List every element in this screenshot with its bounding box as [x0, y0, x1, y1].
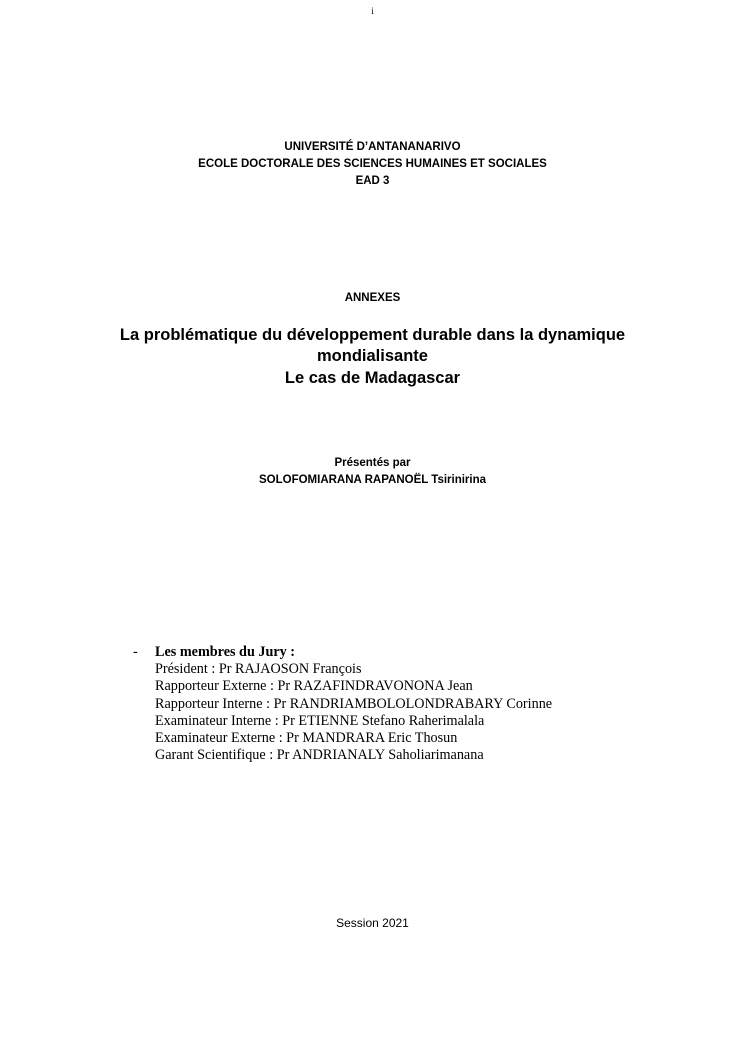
- title-line-2: mondialisante: [317, 347, 428, 365]
- jury-member-internal-examiner: Examinateur Interne : Pr ETIENNE Stefano Raherimalala: [155, 712, 485, 729]
- doctoral-unit: EAD 3: [355, 175, 390, 187]
- session-year: Session 2021: [336, 916, 409, 930]
- section-label: ANNEXES: [344, 292, 401, 304]
- jury-member-president: Président : Pr RAJAOSON François: [155, 661, 362, 678]
- jury-member-external-examiner: Examinateur Externe : Pr MANDRARA Eric Thosun: [155, 730, 458, 747]
- presented-by-label: Présentés par: [334, 457, 411, 469]
- jury-member-internal-rapporteur: Rapporteur Interne : Pr RANDRIAMBOLOLONDRABARY Corinne: [155, 695, 553, 712]
- jury-bullet: -: [133, 644, 138, 660]
- doctoral-school-name: ECOLE DOCTORALE DES SCIENCES HUMAINES ET SOCIALES: [198, 158, 547, 170]
- jury-heading: Les membres du Jury :: [155, 644, 296, 660]
- university-name: UNIVERSITÉ D’ANTANANARIVO: [284, 141, 461, 153]
- author-name: SOLOFOMIARANA RAPANOËL Tsirinirina: [258, 474, 487, 486]
- jury-member-scientific-guarantor: Garant Scientifique : Pr ANDRIANALY Saholiarimanana: [155, 747, 484, 764]
- page-number: i: [371, 6, 374, 16]
- jury-member-external-rapporteur: Rapporteur Externe : Pr RAZAFINDRAVONONA Jean: [155, 678, 473, 695]
- title-line-3: Le cas de Madagascar: [284, 369, 461, 387]
- jury-list: [155, 644, 552, 764]
- title-line-1: La problématique du développement durable dans la dynamique: [119, 326, 626, 344]
